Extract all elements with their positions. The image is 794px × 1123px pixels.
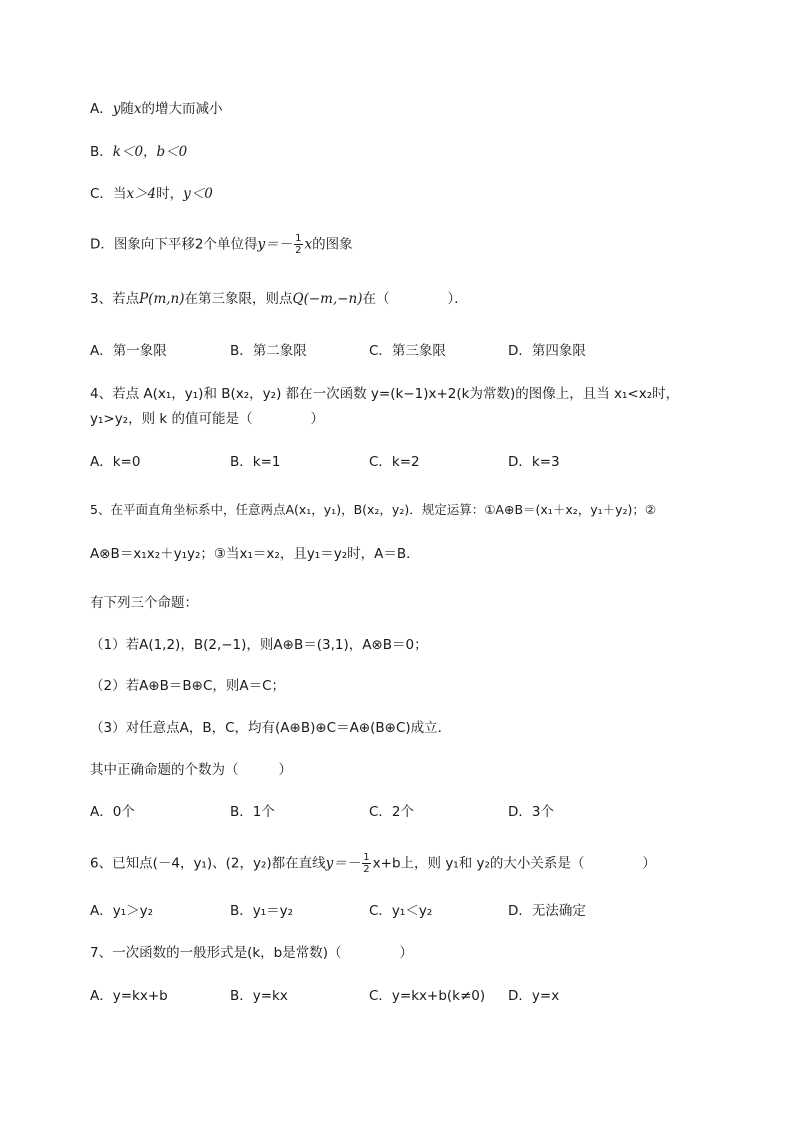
q6-option-d: D．无法确定 xyxy=(508,903,586,919)
q4-option-d: D．k=3 xyxy=(508,454,560,470)
q4-option-c: C．k=2 xyxy=(369,454,420,470)
q2-option-a: A．y随x的增大而减小 xyxy=(90,101,223,117)
question-3: 3、若点P(m,n)在第三象限，则点Q(−m,−n)在（ ）． xyxy=(90,291,468,307)
q6-option-a: A．y₁＞y₂ xyxy=(90,903,154,919)
q7-option-d: D．y=x xyxy=(508,988,560,1004)
q5-option-a: A．0个 xyxy=(90,804,135,820)
fraction-half: $\frac{1}{2}$ xyxy=(295,233,302,256)
q7-option-c: C．y=kx+b(k≠0) xyxy=(369,988,486,1004)
q4-option-b: B．k=1 xyxy=(230,454,281,470)
question-5-line-1: 5、在平面直角坐标系中，任意两点A(x₁，y₁)，B(x₂，y₂)．规定运算：①A⊕B＝(x₁＋x₂，y₁＋y₂)；② xyxy=(90,502,657,517)
q3-option-d: D．第四象限 xyxy=(508,343,586,359)
question-5-intro: 有下列三个命题： xyxy=(90,595,198,611)
q2-option-d: D．图象向下平移2个单位得y＝－ $\frac{1}{2}$ x的图象 xyxy=(90,233,353,256)
q6-option-b: B．y₁＝y₂ xyxy=(230,903,294,919)
fraction-half: $\frac{1}{2}$ xyxy=(363,852,370,875)
q7-option-a: A．y=kx+b xyxy=(90,988,168,1004)
q5-option-b: B．1个 xyxy=(230,804,275,820)
q4-option-a: A．k=0 xyxy=(90,454,141,470)
question-5-line-2: A⊗B＝x₁x₂＋y₁y₂；③当x₁＝x₂，且y₁＝y₂时，A＝B． xyxy=(90,546,420,562)
question-5-proposition-3: （3）对任意点A，B，C，均有(A⊕B)⊕C＝A⊕(B⊕C)成立． xyxy=(90,720,452,736)
question-4-line-2: y₁>y₂，则 k 的值可能是（ ） xyxy=(90,411,325,427)
q5-option-c: C．2个 xyxy=(369,804,415,820)
q3-option-a: A．第一象限 xyxy=(90,343,167,359)
question-5-ask: 其中正确命题的个数为（ ） xyxy=(90,762,292,778)
q6-option-c: C．y₁＜y₂ xyxy=(369,903,433,919)
q3-option-b: B．第二象限 xyxy=(230,343,307,359)
question-5-proposition-1: （1）若A(1,2)，B(2,−1)，则A⊕B＝(3,1)，A⊗B＝0； xyxy=(90,637,428,653)
q2-option-c: C．当x＞4时，y＜0 xyxy=(90,186,213,202)
question-7: 7、一次函数的一般形式是(k，b是常数)（ ） xyxy=(90,945,414,961)
question-4-line-1: 4、若点 A(x₁，y₁)和 B(x₂，y₂) 都在一次函数 y=(k−1)x+2(k为常数)的图像上，且当 x₁<x₂时， xyxy=(90,386,680,402)
q2-option-b: B．k＜0，b＜0 xyxy=(90,144,188,160)
q3-option-c: C．第三象限 xyxy=(369,343,446,359)
question-6: 6、已知点(－4，y₁)、(2，y₂)都在直线y＝－ $\frac{1}{2}$ x+b上，则 y₁和 y₂的大小关系是（ ） xyxy=(90,852,656,875)
q7-option-b: B．y=kx xyxy=(230,988,288,1004)
q5-option-d: D．3个 xyxy=(508,804,554,820)
question-5-proposition-2: （2）若A⊕B＝B⊕C，则A＝C； xyxy=(90,678,286,694)
